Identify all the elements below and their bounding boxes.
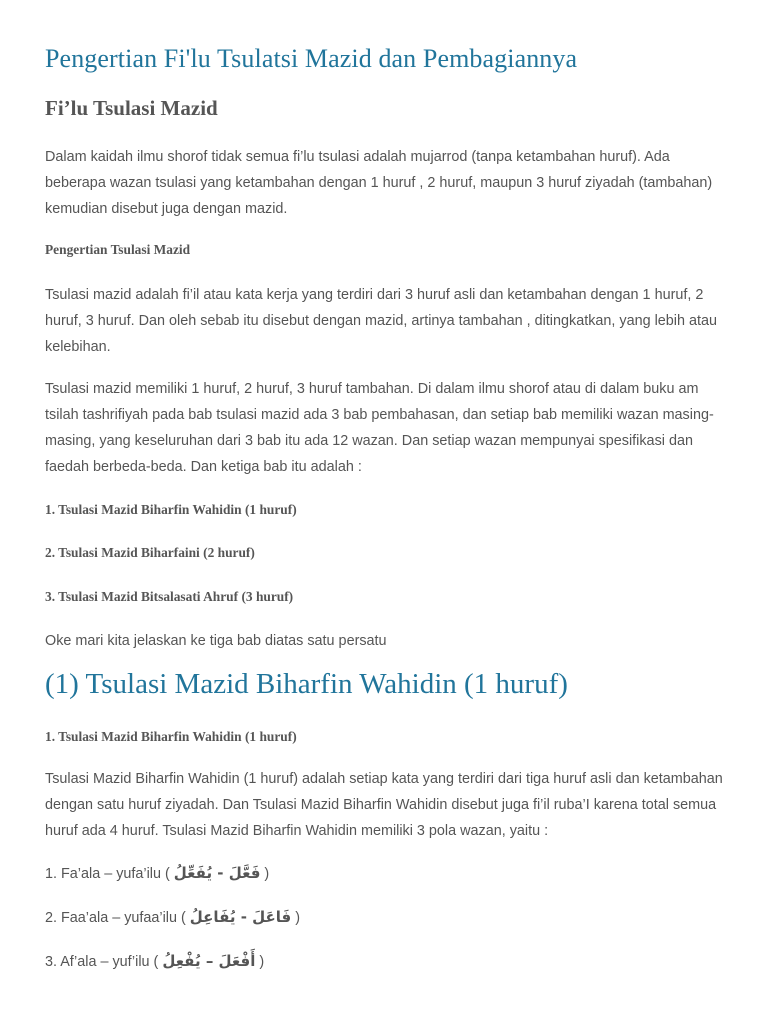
article-title: Pengertian Fi'lu Tsulatsi Mazid dan Pembagiannya bbox=[45, 44, 578, 73]
section-heading: (1) Tsulasi Mazid Biharfin Wahidin (1 huruf) bbox=[45, 668, 568, 700]
bab-list-item: 2. Tsulasi Mazid Biharfaini (2 huruf) bbox=[45, 545, 255, 560]
paragraph-bab: Tsulasi mazid memiliki 1 huruf, 2 huruf, 3 huruf tambahan. Di dalam ilmu shorof atau di dalam buku am tsilah tashrifiyah pada bab tsulasi mazid ada 3 bab pembahasan, dan setiap bab memiliki wazan masing-masing, yang keseluruhan dari 3 bab itu ada 12 wazan. Dan setiap wazan mempunyai spesifikasi dan faedah berbeda-beda. Dan ketiga bab itu adalah : bbox=[45, 381, 714, 475]
heading-pengertian: Pengertian Tsulasi Mazid bbox=[45, 242, 191, 257]
wazan-arab: فَعَّلَ - يُفَعِّلُ bbox=[173, 864, 261, 882]
wazan-arab: أَفْعَلَ – يُفْعِلُ bbox=[162, 952, 256, 970]
article-subtitle: Fi’lu Tsulasi Mazid bbox=[45, 96, 218, 120]
bab-list-item: 1. Tsulasi Mazid Biharfin Wahidin (1 huruf) bbox=[45, 502, 297, 517]
paragraph-oke: Oke mari kita jelaskan ke tiga bab diatas satu persatu bbox=[45, 633, 387, 649]
wazan-latin: 3. Af’ala – yuf’ilu bbox=[45, 954, 150, 970]
wazan-item: 1. Fa’ala – yufa’ilu ( فَعَّلَ - يُفَعِّلُ ) bbox=[45, 864, 270, 882]
wazan-item: 3. Af’ala – yuf’ilu ( أَفْعَلَ – يُفْعِلُ ) bbox=[45, 952, 265, 970]
paragraph-section: Tsulasi Mazid Biharfin Wahidin (1 huruf) adalah setiap kata yang terdiri dari tiga huruf asli dan ketambahan dengan satu huruf ziyadah. Dan Tsulasi Mazid Biharfin Wahidin disebut juga fi’il ruba’I karena total semua huruf ada 4 huruf. Tsulasi Mazid Biharfin Wahidin memiliki 3 pola wazan, yaitu : bbox=[45, 771, 723, 839]
bab-list-item: 3. Tsulasi Mazid Bitsalasati Ahruf (3 huruf) bbox=[45, 589, 294, 604]
intro-paragraph: Dalam kaidah ilmu shorof tidak semua fi’lu tsulasi adalah mujarrod (tanpa ketambahan huruf). Ada beberapa wazan tsulasi yang ketambahan dengan 1 huruf , 2 huruf, maupun 3 huruf ziyadah (tambahan) kemudian disebut juga dengan mazid. bbox=[45, 149, 713, 217]
section-subheading: 1. Tsulasi Mazid Biharfin Wahidin (1 huruf) bbox=[45, 729, 297, 744]
paragraph-pengertian: Tsulasi mazid adalah fi’il atau kata kerja yang terdiri dari 3 huruf asli dan ketambahan dengan 1 huruf, 2 huruf, 3 huruf. Dan oleh sebab itu disebut dengan mazid, artinya tambahan , ditingkatkan, yang lebih atau kelebihan. bbox=[45, 287, 718, 355]
wazan-item: 2. Faa’ala – yufaa’ilu ( فَاعَلَ - يُفَاعِلُ ) bbox=[45, 908, 301, 926]
wazan-arab: فَاعَلَ - يُفَاعِلُ bbox=[189, 908, 292, 926]
wazan-latin: 1. Fa’ala – yufa’ilu bbox=[45, 866, 161, 882]
wazan-latin: 2. Faa’ala – yufaa’ilu bbox=[45, 910, 177, 926]
